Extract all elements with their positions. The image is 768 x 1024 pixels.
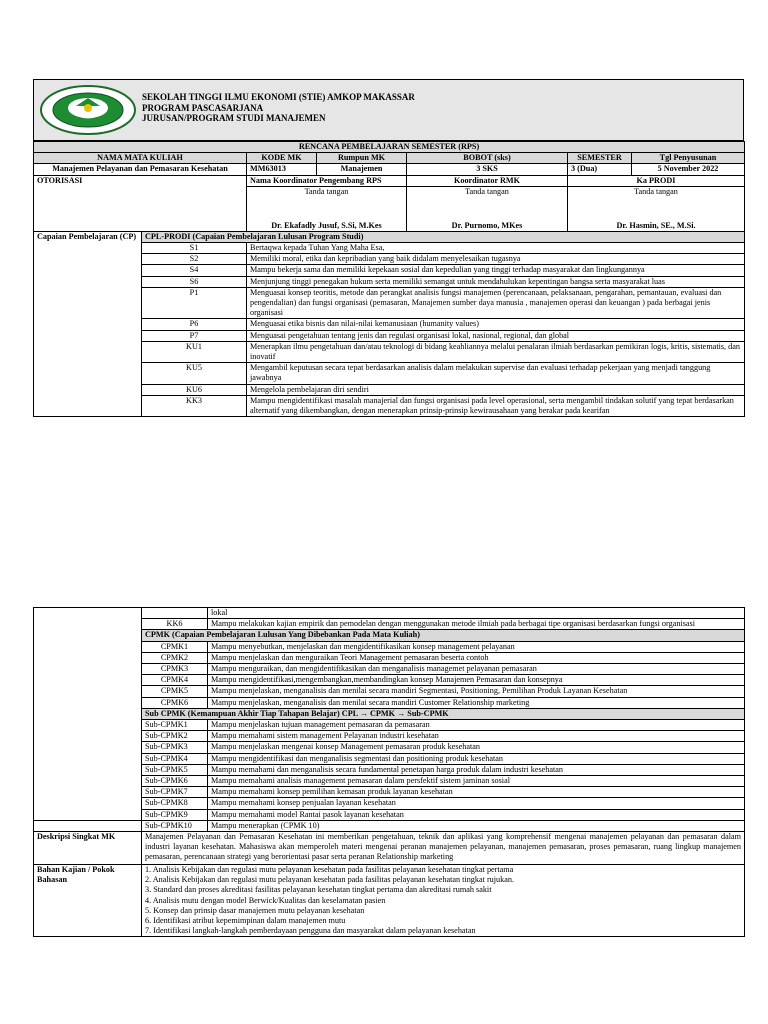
rps-table [33,141,745,417]
cpl-text: Mampu bekerja sama dan memiliki kepekaan sosial dan kepedulian yang tinggi terhadap masyarakat dan lingkungannya [247,265,745,276]
col-kode-mk: KODE MK [247,153,317,164]
table-row [34,608,745,619]
sub-cpmk-code: Sub-CPMK3 [142,742,208,753]
role-koordinator-rps: Nama Koordinator Pengembang RPS [247,175,407,186]
cpmk-text: Mampu menjelaskan, menganalisis dan menilai secara mandiri Customer Relationship marketing [208,697,745,708]
sub-cpmk-text: Mampu menerapkan (CPMK 10) [208,820,745,831]
list-item: 6. Identifikasi atribut kepemimpinan dalam manajemen mutu [145,916,346,926]
sub-cpmk-heading: Sub CPMK (Kemampuan Akhir Tiap Tahapan Belajar) CPL → CPMK → Sub-CPMK [142,708,745,719]
cpl-text: Mampu melakukan kajian empirik dan pemodelan dengan menggunakan metode ilmiah pada berbagai tipe organisasi berdasarkan fungsi organisasi [208,619,745,630]
cpl-text: Menguasai pengetahuan tentang jenis dan regulasi organisasi lokal, nasional, regional, dan global [247,330,745,341]
list-item: 3. Standard dan proses akreditasi fasilitas pelayanan kesehatan tingkat pertama dan akreditasi rumah sakit [145,885,492,895]
val-tgl: 5 November 2022 [632,164,745,175]
cpl-code: P7 [142,330,247,341]
cp-label-continued [34,608,142,821]
val-rumpun-mk: Manajemen [317,164,407,175]
cpmk-code: CPMK2 [142,652,208,663]
signature-label: Tanda tangan [465,186,509,196]
cpl-text: Menguasai konsep teoritis, metode dan perangkat analisis fungsi manajemen (perencanaan, pelaksanaan, pengarahan, pemantauan, evaluasi dan pengendalian) dan fungsi organisasi (pemasaran, Manajemen sumber daya manusia , manajemen operasi dan keuangan ) pada berbagai jenis organisasi [247,287,745,319]
cpl-code: P1 [142,287,247,319]
header-line-3: JURUSAN/PROGRAM STUDI MANAJEMEN [142,113,326,123]
val-kode-mk: MM63013 [247,164,317,175]
val-nama-mk: Manajemen Pelayanan dan Pemasaran Kesehatan [34,164,247,175]
sub-cpmk-code: Sub-CPMK1 [142,720,208,731]
sub-cpmk-text: Mampu memahami konsep pemilihan kemasan produk layanan kesehatan [208,787,745,798]
cpl-text: Memiliki moral, etika dan kepribadian yang baik didalam menyelesaikan tugasnya [247,254,745,265]
list-item: 2. Analisis Kebijakan dan regulasi mutu pelayanan kesehatan pada fasilitas pelayanan kesehatan tingkat rujukan. [145,875,514,885]
bahan-list [142,865,745,937]
cpl-code: S4 [142,265,247,276]
sub-cpmk-code: Sub-CPMK4 [142,753,208,764]
col-bobot: BOBOT (sks) [407,153,568,164]
cpl-code: P6 [142,319,247,330]
cp-label: Capaian Pembelajaran (CP) [34,231,142,416]
bahan-label: Bahan Kajian / Pokok Bahasan [34,865,142,937]
sub-cpmk-code: Sub-CPMK9 [142,809,208,820]
signatory-name: Dr. Purnomo, MKes [451,220,523,230]
cpmk-code: CPMK3 [142,664,208,675]
signature-label: Tanda tangan [634,186,678,196]
col-semester: SEMESTER [568,153,632,164]
list-item: 1. Analisis Kebijakan dan regulasi mutu pelayanan kesehatan pada fasilitas pelayanan kesehatan tingkat pertama [145,865,514,875]
cpl-text: Menjunjung tinggi penegakan hukum serta memiliki semangat untuk mendahulukan kepentingan bangsa serta masyarakat luas [247,276,745,287]
sub-cpmk-code: Sub-CPMK10 [142,820,208,831]
cpl-code: S6 [142,276,247,287]
cpl-code-continued [142,608,208,619]
cpmk-code: CPMK5 [142,686,208,697]
cpl-code: KU5 [142,363,247,384]
cpl-heading: CPL-PRODI (Capaian Pembelajaran Lulusan Program Studi) [142,231,745,242]
cpl-text-continued: lokal [208,608,745,619]
sub-cpmk-code: Sub-CPMK6 [142,776,208,787]
cpl-code: S1 [142,243,247,254]
document-page-2 [33,607,744,937]
rps-table-continued [33,607,745,937]
sub-cpmk-code: Sub-CPMK7 [142,787,208,798]
cpl-text: Bertaqwa kepada Tuhan Yang Maha Esa, [247,243,745,254]
header-line-1: SEKOLAH TINGGI ILMU EKONOMI (STIE) AMKOP MAKASSAR [142,92,415,102]
signatory-name: Dr. Ekafadly Jusuf, S.Si, M.Kes [271,220,382,230]
otorisasi-label: OTORISASI [34,175,247,231]
cpl-text: Mengelola pembelajaran diri sendiri [247,384,745,395]
cpmk-text: Mampu menyebutkan, menjelaskan dan mengidentifikasikan konsep management pelayanan [208,641,745,652]
sub-cpmk-text: Mampu menjelaskan mengenai konsep Management pemasaran produk kesehatan [208,742,745,753]
sub-cpmk-code: Sub-CPMK8 [142,798,208,809]
val-bobot: 3 SKS [407,164,568,175]
institution-logo [38,84,138,136]
cpmk-code: CPMK4 [142,675,208,686]
sub-cpmk-text: Mampu memahami analisis management pemasaran dalam persfektif sistem jaminan sosial [208,776,745,787]
col-nama-mk: NAMA MATA KULIAH [34,153,247,164]
sub-cpmk-code: Sub-CPMK2 [142,731,208,742]
val-semester: 3 (Dua) [568,164,632,175]
sub-cpmk-text: Mampu memahami konsep penjualan layanan kesehatan [208,798,745,809]
deskripsi-text: Manajemen Pelayanan dan Pemasaran Kesehatan ini memberikan pengetahuan, teknik dan aplikasi yang komprehensif mengenai manajemen pelayanan dan pemasaran dalam industri layanan kesehatan. Mahasiswa akan memperoleh materi mengenai peranan manajemen pelayanan, manajemen pemasaran, proses pemasaran, ruang lingkup manajemen pemasaran, perencanaan strategi yang berorientasi pasar serta peranan Relationship marketing [142,832,745,865]
cpmk-text: Mampu mengidentifikasi,mengembangkan,membandingkan konsep Manajemen Pemasaran dan konsepnya [208,675,745,686]
list-item: 4. Analisis mutu dengan model Berwick/Kualitas dan keselamatan pasien [145,895,386,905]
cpmk-text: Mampu menguraikan, dan mengidentifikasikan dan menganalisis managemet pelayanan pemasaran [208,664,745,675]
rps-title: RENCANA PEMBELAJARAN SEMESTER (RPS) [34,142,745,153]
role-koordinator-rmk: Koordinator RMK [407,175,568,186]
cpl-code: KU1 [142,341,247,362]
cpl-text: Menguasai etika bisnis dan nilai-nilai kemanusiaan (humanity values) [247,319,745,330]
sub-cpmk-text: Mampu menjelaskan tujuan management pemasaran da pemasaran [208,720,745,731]
list-item: 5. Konsep dan prinsip dasar manajemen mutu pelayanan kesehatan [145,905,365,915]
list-item: 7. Identifikasi langkah-langkah pemberdayaan pengguna dan masyarakat dalam pelayanan kesehatan [145,926,476,936]
table-row [34,820,745,831]
cpl-code: KU6 [142,384,247,395]
cpmk-text: Mampu menjelaskan, menganalisis dan menilai secara mandiri Segmentasi, Positioning, Pemilihan Produk Layanan Kesehatan [208,686,745,697]
institution-header [33,79,744,141]
signature-label: Tanda tangan [304,186,349,196]
cpl-code: KK6 [142,619,208,630]
signature-cell-3 [568,186,745,231]
cpl-text: Menerapkan ilmu pengetahuan dan/atau teknologi di bidang keahliannya melalui penalaran ilmiah berdasarkan pemikiran logis, kritis, sistematis, dan inovatif [247,341,745,362]
col-tgl: Tgl Penyusunan [632,153,745,164]
cpmk-text: Mampu menjelaskan dan menguraikan Teori Management pemasaran beserta contoh [208,652,745,663]
cpmk-code: CPMK1 [142,641,208,652]
cpmk-heading: CPMK (Capaian Pembelajaran Lulusan Yang Dibebankan Pada Mata Kuliah) [142,630,745,641]
document-page-1 [33,79,744,417]
signature-cell-1 [247,186,407,231]
sub-cpmk-text: Mampu mengidentifikasi dan menganalisis segmentasi dan positioning produk kesehatan [208,753,745,764]
sub-cpmk-text: Mampu memahami dan menganalisis secara fundamental penetapan harga produk dalam industri kesehatan [208,764,745,775]
cpl-text: Mengambil keputusan secara tepat berdasarkan analisis dalam melakukan supervise dan evaluasi terhadap pekerjaan yang menjadi tanggung jawabnya [247,363,745,384]
cp-label-continued-2 [34,820,142,831]
cpl-code: KK3 [142,395,247,416]
role-ka-prodi: Ka PRODI [568,175,745,186]
sub-cpmk-text: Mampu memahami model Rantai pasok layanan kesehatan [208,809,745,820]
cpmk-code: CPMK6 [142,697,208,708]
cpl-text: Mampu mengidentifikasi masalah manajerial dan fungsi organisasi pada level operasional, serta mengambil tindakan solutif yang tepat berdasarkan alternatif yang dikembangkan, dengan menerapkan prinsip-prinsip kewirausahaan yang berakar pada kearifan [247,395,745,416]
col-rumpun-mk: Rumpun MK [317,153,407,164]
signature-cell-2 [407,186,568,231]
cpl-code: S2 [142,254,247,265]
signatory-name: Dr. Hasmin, SE., M.Si. [616,220,696,230]
deskripsi-label: Deskripsi Singkat MK [34,832,142,865]
header-line-2: PROGRAM PASCASARJANA [142,102,264,113]
sub-cpmk-code: Sub-CPMK5 [142,764,208,775]
sub-cpmk-text: Mampu memahami sistem management Pelayanan industri kesehatan [208,731,745,742]
